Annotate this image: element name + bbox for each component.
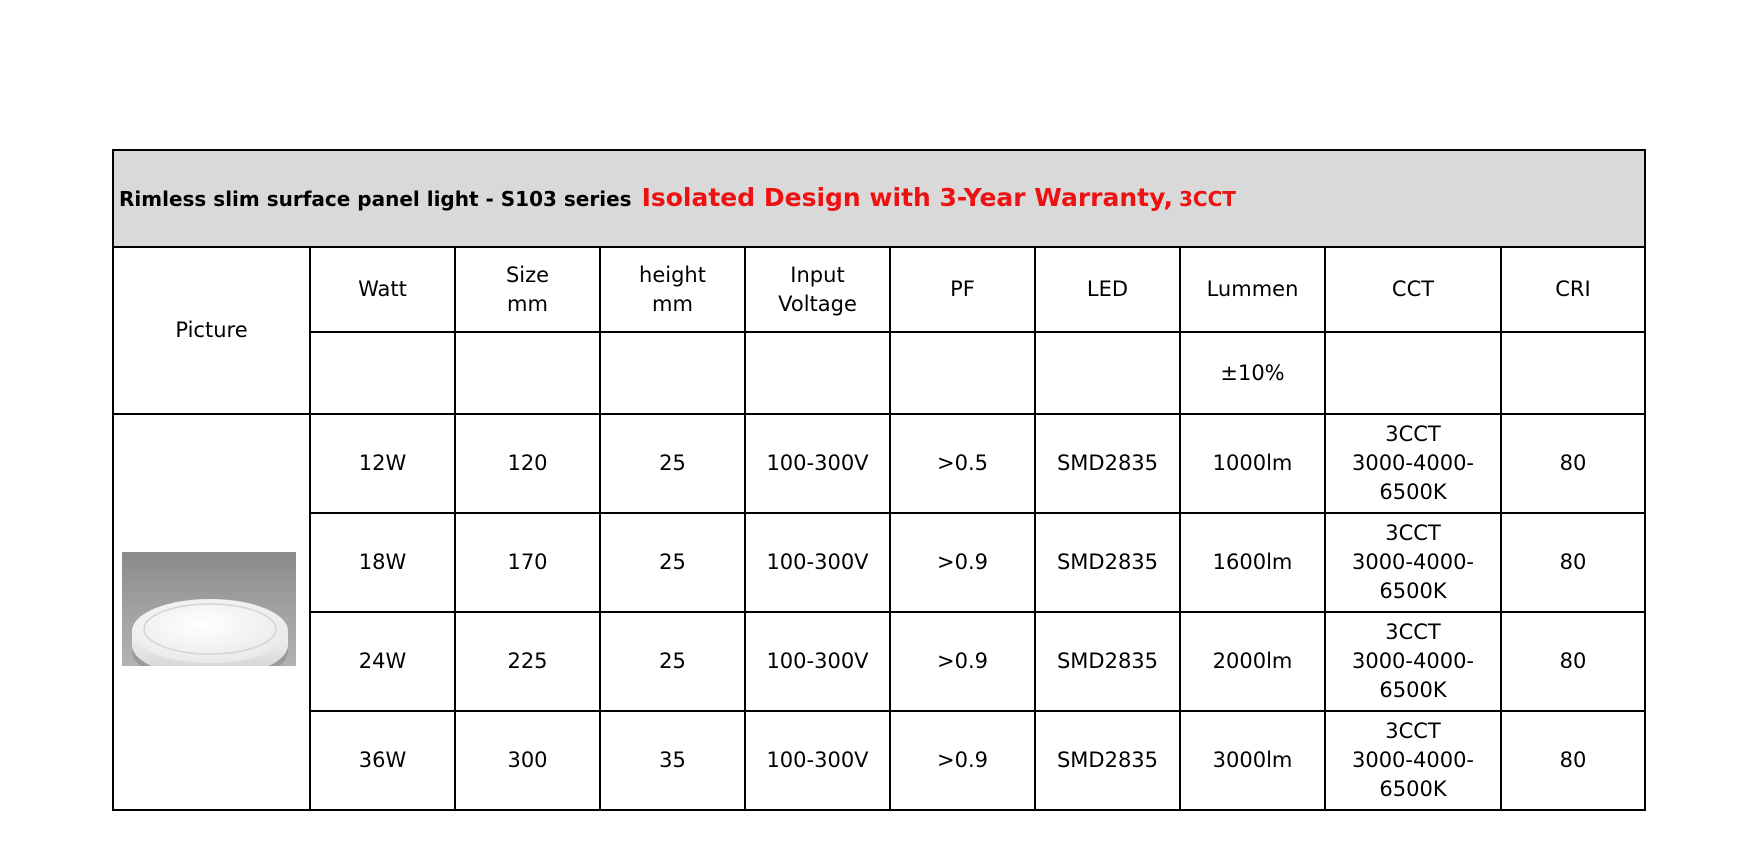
cell-voltage: 100-300V	[745, 612, 890, 711]
cell-cri: 80	[1501, 414, 1645, 513]
table-row	[113, 414, 1645, 513]
tolerance-pf	[890, 332, 1035, 414]
header-cri: CRI	[1501, 247, 1645, 332]
tolerance-row	[113, 332, 1645, 414]
header-picture: Picture	[113, 247, 310, 414]
tolerance-height	[600, 332, 745, 414]
table-title	[113, 150, 1645, 247]
cell-voltage: 100-300V	[745, 414, 890, 513]
cell-height: 35	[600, 711, 745, 810]
header-row	[113, 247, 1645, 332]
header-led: LED	[1035, 247, 1180, 332]
title-cct: 3CCT	[1178, 187, 1236, 211]
cell-led: SMD2835	[1035, 513, 1180, 612]
tolerance-lumen: ±10%	[1180, 332, 1325, 414]
cell-size: 170	[455, 513, 600, 612]
cell-lumen: 3000lm	[1180, 711, 1325, 810]
cell-height: 25	[600, 414, 745, 513]
cell-cri: 80	[1501, 513, 1645, 612]
round-panel-light-photo-icon	[122, 552, 296, 666]
header-size: Size mm	[455, 247, 600, 332]
header-height: height mm	[600, 247, 745, 332]
cell-pf: >0.9	[890, 513, 1035, 612]
cell-watt: 12W	[310, 414, 455, 513]
cell-size: 120	[455, 414, 600, 513]
cell-lumen: 1600lm	[1180, 513, 1325, 612]
header-watt: Watt	[310, 247, 455, 332]
table-row	[113, 513, 1645, 612]
table-row	[113, 711, 1645, 810]
cell-voltage: 100-300V	[745, 711, 890, 810]
cell-height: 25	[600, 513, 745, 612]
cell-lumen: 2000lm	[1180, 612, 1325, 711]
cell-watt: 18W	[310, 513, 455, 612]
cell-cct: 3CCT 3000-4000- 6500K	[1325, 513, 1501, 612]
title-row	[113, 150, 1645, 247]
cell-watt: 24W	[310, 612, 455, 711]
cell-cri: 80	[1501, 711, 1645, 810]
title-highlight: Isolated Design with 3-Year Warranty,	[641, 183, 1173, 212]
cell-cct: 3CCT 3000-4000- 6500K	[1325, 711, 1501, 810]
tolerance-size	[455, 332, 600, 414]
title-main: Rimless slim surface panel light - S103 series	[119, 187, 632, 211]
cell-watt: 36W	[310, 711, 455, 810]
cell-voltage: 100-300V	[745, 513, 890, 612]
tolerance-watt	[310, 332, 455, 414]
cell-height: 25	[600, 612, 745, 711]
cell-pf: >0.9	[890, 612, 1035, 711]
spec-table	[112, 149, 1646, 811]
tolerance-led	[1035, 332, 1180, 414]
cell-size: 300	[455, 711, 600, 810]
cell-cri: 80	[1501, 612, 1645, 711]
tolerance-cct	[1325, 332, 1501, 414]
cell-pf: >0.9	[890, 711, 1035, 810]
cell-size: 225	[455, 612, 600, 711]
cell-led: SMD2835	[1035, 711, 1180, 810]
cell-cct: 3CCT 3000-4000- 6500K	[1325, 612, 1501, 711]
picture-cell	[113, 414, 310, 810]
header-cct: CCT	[1325, 247, 1501, 332]
header-input-voltage: Input Voltage	[745, 247, 890, 332]
tolerance-cri	[1501, 332, 1645, 414]
tolerance-voltage	[745, 332, 890, 414]
header-pf: PF	[890, 247, 1035, 332]
table-row	[113, 612, 1645, 711]
cell-led: SMD2835	[1035, 414, 1180, 513]
cell-lumen: 1000lm	[1180, 414, 1325, 513]
cell-pf: >0.5	[890, 414, 1035, 513]
cell-led: SMD2835	[1035, 612, 1180, 711]
cell-cct: 3CCT 3000-4000- 6500K	[1325, 414, 1501, 513]
header-lumen: Lummen	[1180, 247, 1325, 332]
